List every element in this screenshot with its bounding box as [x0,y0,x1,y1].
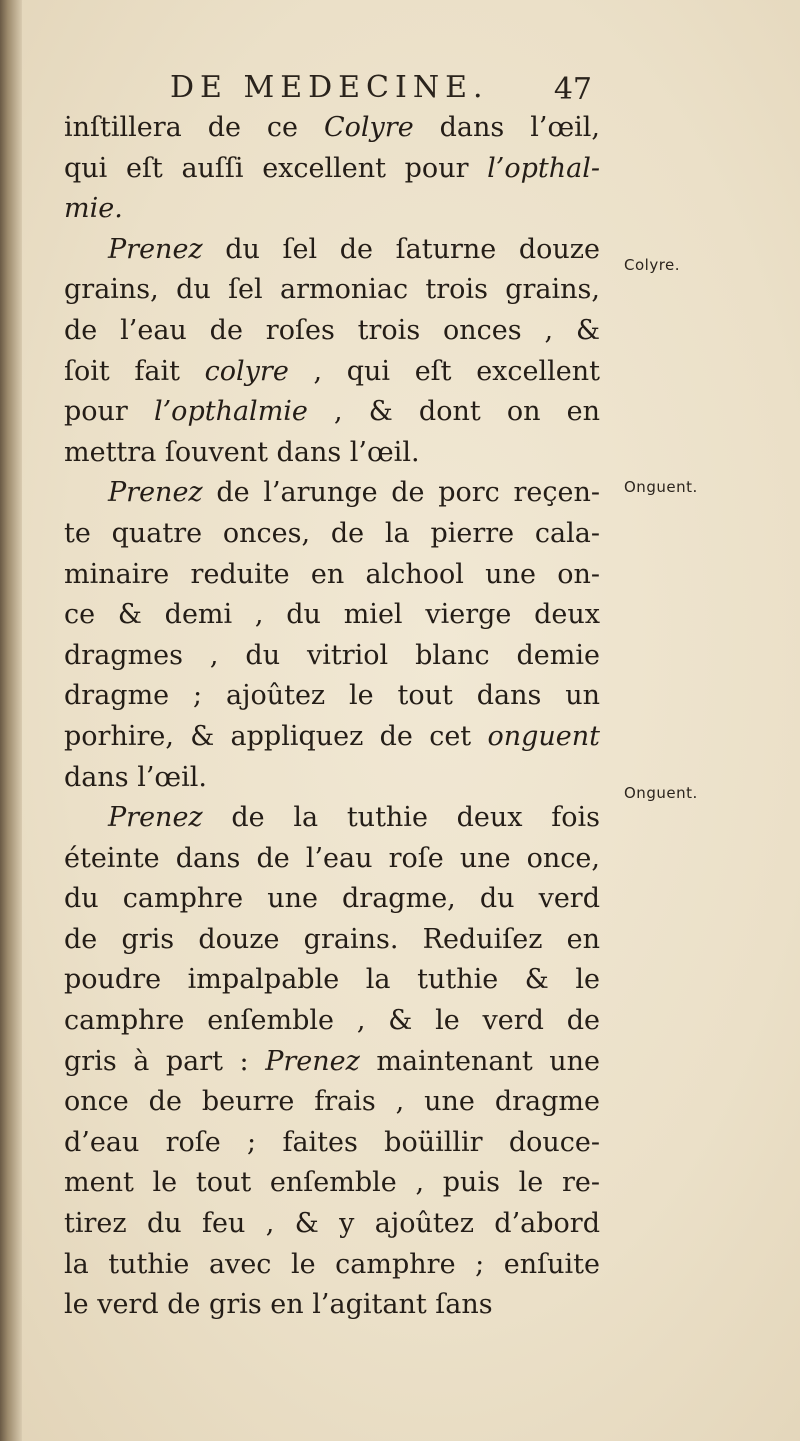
text-run: tirez du feu , & y ajoûtez d’abord [64,1208,600,1240]
page-number: 47 [553,72,592,107]
italic-text-run: Prenez [108,802,203,834]
text-line [64,676,600,717]
italic-text-run: colyre [204,355,289,387]
text-run: minaire reduite en alchool une on- [64,558,600,590]
text-run: de la tuthie deux fois [202,802,600,834]
italic-text-run: mie. [64,193,123,225]
text-run: pour [64,396,154,428]
text-run: du camphre une dragme, du verd [64,883,600,915]
margin-note-onguent-2: Onguent. [624,784,698,802]
page-header [170,66,610,110]
text-run: ce & demi , du miel vierge deux [64,599,600,631]
italic-text-run: Prenez [265,1045,360,1077]
text-run: dans l’œil, [413,112,600,143]
text-run: de gris douze grains. Reduiſez en [64,923,600,955]
text-run: poudre impalpable la tuthie & le [64,964,600,996]
text-line [64,758,600,799]
text-run: d’eau roſe ; faites boüillir douce- [64,1126,600,1158]
text-run: camphre enſemble , & le verd de [64,1005,600,1037]
text-line [64,636,600,677]
italic-text-run: Prenez [108,477,203,509]
text-line [64,879,600,920]
text-line [64,1204,600,1245]
text-line [64,149,600,190]
text-line [64,352,600,393]
body-text [64,108,600,1326]
text-line [64,839,600,880]
text-run: porhire, & appliquez de cet [64,720,488,752]
text-run: la tuthie avec le camphre ; enſuite [64,1248,600,1280]
text-run: once de beurre frais , une dragme [64,1086,600,1118]
text-run: , & dont on en [307,396,600,428]
text-line [64,1285,600,1326]
text-line [64,960,600,1001]
text-run: de l’arunge de porc reçen- [202,477,600,509]
text-line [64,1245,600,1286]
text-line [64,1082,600,1123]
italic-text-run: Colyre [323,112,414,143]
text-line [64,270,600,311]
margin-note-colyre: Colyre. [624,256,681,274]
text-line [64,555,600,596]
running-head: DE MEDECINE. [170,70,489,105]
text-run: ſoit fait [64,355,205,387]
text-line [64,1123,600,1164]
text-run: dans l’œil. [64,761,207,793]
text-run: te quatre onces, de la pierre cala- [64,517,600,549]
italic-text-run: Prenez [108,233,203,265]
text-run: éteinte dans de l’eau roſe une once, [64,842,600,874]
text-line [64,392,600,433]
text-run: mettra ſouvent dans l’œil. [64,436,420,468]
text-line [64,230,600,271]
italic-text-run: l’opthal- [487,152,600,184]
text-line [64,473,600,514]
text-line [64,1001,600,1042]
text-run: ment le tout enſemble , puis le re- [64,1167,600,1199]
text-run: inſtillera de ce [64,112,324,143]
text-line [64,717,600,758]
text-line [64,433,600,474]
text-run: le verd de gris en l’agitant ſans [64,1289,493,1321]
text-run: dragmes , du vitriol blanc demie [64,639,600,671]
text-line [64,595,600,636]
text-line [64,108,600,149]
text-line [64,311,600,352]
text-run: , qui eſt excellent [288,355,600,387]
text-line [64,798,600,839]
text-line [64,1042,600,1083]
text-run: maintenant une [359,1045,601,1077]
text-run: qui eſt auſſi excellent pour [64,152,488,184]
text-run: dragme ; ajoûtez le tout dans un [64,680,600,712]
text-line [64,1163,600,1204]
text-line [64,189,600,230]
margin-note-onguent-1: Onguent. [624,478,698,496]
italic-text-run: l’opthalmie [153,396,308,428]
italic-text-run: onguent [487,720,600,752]
text-run: de l’eau de roſes trois onces , & [64,314,600,346]
text-run: grains, du ſel armoniac trois grains, [64,274,600,306]
text-line [64,920,600,961]
text-line [64,514,600,555]
text-run: du ſel de ſaturne douze [202,233,600,265]
text-run: gris à part : [64,1045,266,1077]
